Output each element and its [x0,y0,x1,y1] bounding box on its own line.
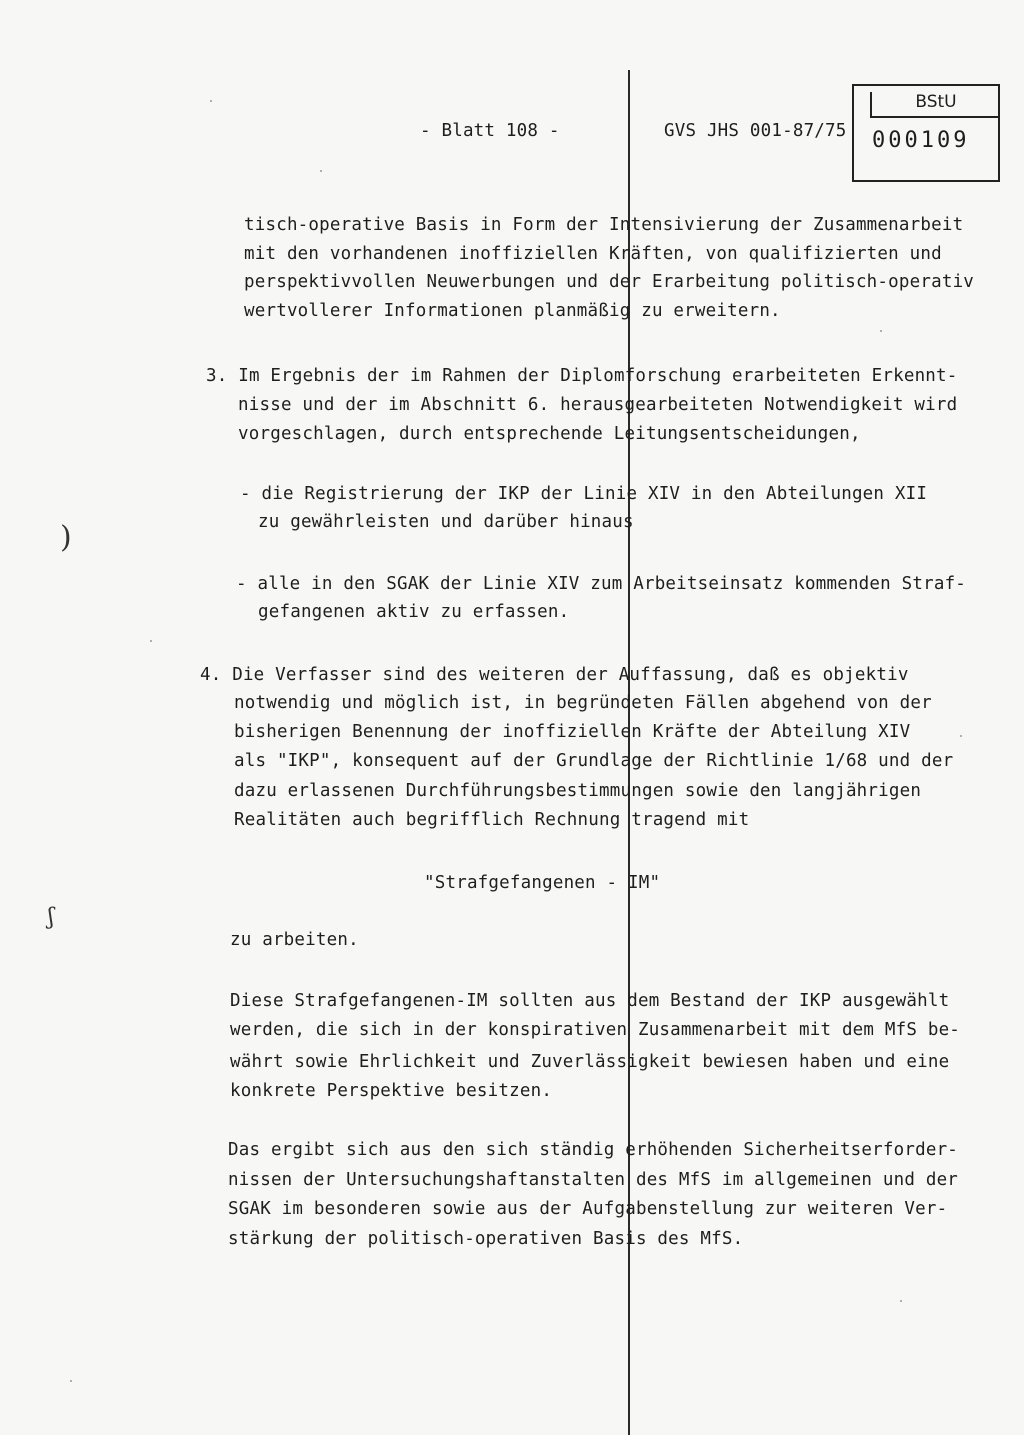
document-reference: GVS JHS 001-87/75 [664,121,847,141]
scan-speck [150,640,152,642]
text-line: wertvollerer Informationen planmäßig zu erweitern. [244,301,781,321]
text-line: dazu erlassenen Durchführungsbestimmungen sowie den langjährigen [234,781,922,801]
text-line: Diese Strafgefangenen-IM sollten aus dem Bestand der IKP ausgewählt [230,991,950,1011]
text-line: perspektivvollen Neuwerbungen und der Erarbeitung politisch-operativ [244,272,975,292]
text-line: werden, die sich in der konspirativen Zusammenarbeit mit dem MfS be- [230,1020,961,1040]
text-line: als "IKP", konsequent auf der Grundlage der Richtlinie 1/68 und der [234,751,954,771]
margin-bracket-mark: ) [60,520,72,555]
margin-hook-mark: ʃ [48,905,54,930]
scan-speck [900,1300,902,1302]
text-line: bisherigen Benennung der inoffiziellen Kräfte der Abteilung XIV [234,722,911,742]
text-line: 4. Die Verfasser sind des weiteren der Auffassung, daß es objektiv [200,665,909,685]
scan-speck [960,735,962,737]
text-line: - alle in den SGAK der Linie XIV zum Arbeitseinsatz kommenden Straf- [236,574,967,594]
text-line: Realitäten auch begrifflich Rechnung tragend mit [234,810,750,830]
text-line: konkrete Perspektive besitzen. [230,1081,553,1101]
stamp-org: BStU [870,92,1000,118]
text-line: nissen der Untersuchungshaftanstalten des MfS im allgemeinen und der [228,1170,959,1190]
text-line: notwendig und möglich ist, in begründeten Fällen abgehend von der [234,693,932,713]
text-line: Das ergibt sich aus den sich ständig erhöhenden Sicherheitserforder- [228,1140,959,1160]
text-line: SGAK im besonderen sowie aus der Aufgabenstellung zur weiteren Ver- [228,1199,948,1219]
text-line: - die Registrierung der IKP der Linie XIV in den Abteilungen XII [240,484,928,504]
scan-speck [210,100,212,102]
text-line: nisse und der im Abschnitt 6. herausgearbeiteten Notwendigkeit wird [238,395,958,415]
text-line: "Strafgefangenen - IM" [424,873,661,893]
scan-speck [880,330,882,332]
stamp-number: 000109 [872,128,970,153]
text-line: zu arbeiten. [230,930,359,950]
scan-speck [320,170,322,172]
text-line: mit den vorhandenen inoffiziellen Kräften, von qualifizierten und [244,244,942,264]
text-line: zu gewährleisten und darüber hinaus [258,512,634,532]
text-line: gefangenen aktiv zu erfassen. [258,602,570,622]
text-line: tisch-operative Basis in Form der Intensivierung der Zusammenarbeit [244,215,964,235]
text-line: 3. Im Ergebnis der im Rahmen der Diplomforschung erarbeiteten Erkennt- [206,366,958,386]
text-line: stärkung der politisch-operativen Basis des MfS. [228,1229,744,1249]
scan-speck [70,1380,72,1382]
text-line: währt sowie Ehrlichkeit und Zuverlässigkeit bewiesen haben und eine [230,1052,950,1072]
page-label: - Blatt 108 - [420,121,560,141]
text-line: vorgeschlagen, durch entsprechende Leitungsentscheidungen, [238,424,861,444]
